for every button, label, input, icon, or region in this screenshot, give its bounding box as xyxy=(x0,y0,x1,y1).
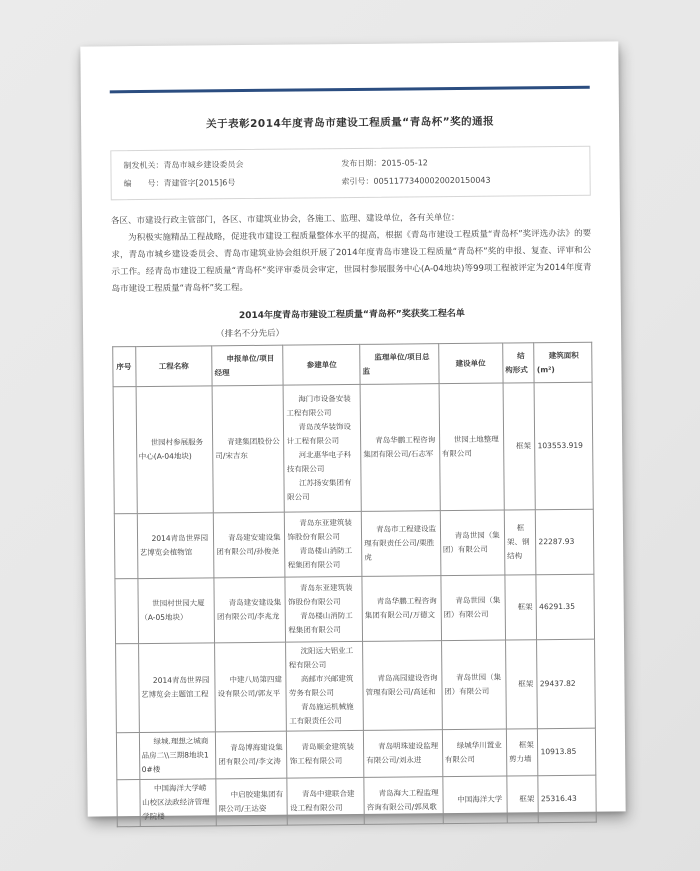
cell-builder: 青岛世园（集团）有限公司 xyxy=(440,510,505,576)
cell-name: 世园村世园大厦（A-05地块） xyxy=(137,578,214,644)
table-header-row xyxy=(113,342,592,387)
cell-area: 29437.82 xyxy=(537,639,595,729)
body-paragraph: 为积极实施精品工程战略，促进我市建设工程质量整体水平的提高，根据《青岛市建设工程质量“青岛杯”奖评选办法》的要求，青岛市城乡建设委员会、青岛市建筑业协会组织开展了2014年度青岛市建设工程质量“青岛杯”奖的申报、复查、评审和公示工作。经青岛市建设工程质量“青岛杯”奖评审委员会审定，世园村参展服务中心(A-04地块)等99项工程被评定为2014年度青岛市建设工程质量“青岛杯”奖工程。 xyxy=(111,228,592,295)
cell-structure: 框架 xyxy=(505,575,537,640)
cell-area: 25316.43 xyxy=(538,775,596,823)
cell-supervisor: 青岛华鹏工程咨询集团有限公司/石志军 xyxy=(360,384,440,512)
meta-index-label: 索引号： xyxy=(341,176,374,187)
cell-supervisor: 青岛市工程建设监理有限责任公司/栗胜虎 xyxy=(361,511,440,577)
meta-issuer-label: 制发机关： xyxy=(123,160,164,171)
meta-box xyxy=(110,146,590,201)
col-structure: 结构形式 xyxy=(503,343,535,383)
table-row xyxy=(114,509,594,579)
body-text xyxy=(111,209,592,299)
cell-serial xyxy=(113,387,137,514)
cell-structure: 框架 xyxy=(503,383,536,510)
col-serial: 序号 xyxy=(113,347,136,387)
cell-structure: 框架、钢结构 xyxy=(504,510,536,575)
meta-number xyxy=(124,176,342,189)
col-area: 建筑面积(m²) xyxy=(534,342,592,383)
cell-participants: 青岛东亚建筑装饰股份有限公司 青岛楼山消防工程集团有限公司 xyxy=(285,511,362,577)
cell-name: 世园村参展服务中心(A-04地块) xyxy=(136,386,214,514)
meta-date xyxy=(341,156,577,169)
col-participants: 参建单位 xyxy=(283,344,360,385)
awards-table xyxy=(112,342,597,828)
cell-serial xyxy=(115,579,138,644)
salutation: 各区、市建设行政主管部门，各区、市建筑业协会，各施工、监理、建设单位，各有关单位： xyxy=(110,212,460,227)
list-title: 2014年度青岛市建设工程质量“青岛杯”奖获奖工程名单 xyxy=(238,308,465,322)
cell-area: 46291.35 xyxy=(536,574,594,640)
cell-supervisor: 青岛明珠建设监理有限公司/刘永进 xyxy=(364,730,443,778)
table-row xyxy=(113,382,593,514)
cell-builder: 青岛世园（集团）有限公司 xyxy=(441,640,506,730)
cell-builder: 绿城华川置业有限公司 xyxy=(442,729,507,777)
meta-index xyxy=(341,174,577,187)
cell-structure: 框架 xyxy=(505,640,537,729)
cell-applicant: 青建集团股份公司/宋吉东 xyxy=(212,385,285,513)
cell-serial xyxy=(116,644,139,733)
meta-number-value: 青建管字[2015]6号 xyxy=(163,178,236,188)
col-supervisor: 监理单位/项目总监 xyxy=(360,344,439,385)
table-row xyxy=(116,728,595,780)
cell-supervisor: 青岛华鹏工程咨询集团有限公司/万德文 xyxy=(362,576,441,642)
meta-index-value: 00511773400020020150043 xyxy=(373,175,491,186)
table-row xyxy=(117,775,596,827)
cell-serial xyxy=(116,733,139,780)
cell-builder: 中国海洋大学 xyxy=(442,776,507,824)
cell-participants: 青岛顺金建筑装饰工程有限公司 xyxy=(287,730,364,778)
meta-date-value: 2015-05-12 xyxy=(381,158,428,168)
meta-issuer xyxy=(123,158,341,171)
document-page xyxy=(80,41,625,822)
col-applicant: 申报单位/项目经理 xyxy=(212,345,284,386)
meta-date-label: 发布日期： xyxy=(341,158,382,169)
cell-name: 中国海洋大学崂山校区法政经济管理学院楼 xyxy=(139,779,216,827)
cell-applicant: 青岛博海建设集团有限公司/李文涛 xyxy=(216,731,288,779)
table-row xyxy=(115,574,595,644)
cell-area: 103553.919 xyxy=(535,382,594,510)
cell-applicant: 青岛建安建设集团有限公司/孙俊尧 xyxy=(213,512,285,578)
cell-applicant: 中启胶建集团有限公司/王达姿 xyxy=(216,778,288,826)
list-note: （排名不分先后） xyxy=(216,328,285,340)
cell-participants: 青岛东亚建筑装饰股份有限公司 青岛楼山消防工程集团有限公司 xyxy=(285,576,362,642)
cell-applicant: 中建八局第四建设有限公司/郭友平 xyxy=(215,642,287,732)
cell-participants: 青岛中建联合建设工程有限公司 xyxy=(287,777,364,825)
cell-area: 10913.85 xyxy=(538,728,596,776)
table-row xyxy=(116,639,596,733)
col-name: 工程名称 xyxy=(135,346,212,387)
meta-number-label: 编 号： xyxy=(123,178,164,189)
cell-structure: 框架剪力墙 xyxy=(506,729,538,776)
cell-participants: 海门市设备安装工程有限公司 青岛茂华装饰设计工程有限公司 河北惠华电子科技有限公司 江苏扬安集团有限公司 xyxy=(284,384,362,512)
cell-supervisor: 青岛海大工程监理咨询有限公司/郭凤歌 xyxy=(364,777,443,825)
cell-serial xyxy=(117,780,140,827)
cell-applicant: 青岛建安建设集团有限公司/李兆龙 xyxy=(214,577,286,643)
meta-issuer-value: 青岛市城乡建设委员会 xyxy=(163,160,244,170)
cell-builder: 青岛世园（集团）有限公司 xyxy=(441,575,506,641)
cell-name: 绿城.理想之城商品房二\\三期8地块10#楼 xyxy=(139,732,216,780)
cell-builder: 世园土地整理有限公司 xyxy=(439,383,504,511)
cell-participants: 沈阳远大铝业工程有限公司 高邮市兴邮建筑劳务有限公司 青岛施运机械施工有限责任公司 xyxy=(286,641,363,731)
cell-serial xyxy=(114,514,137,579)
page-content xyxy=(80,41,625,827)
header-rule xyxy=(110,86,590,94)
cell-supervisor: 青岛高园建设咨询管理有限公司/高延和 xyxy=(363,641,442,731)
col-builder: 建设单位 xyxy=(438,343,503,384)
cell-name: 2014青岛世界园艺博览会主题馆工程 xyxy=(138,643,215,733)
cell-name: 2014青岛世界园艺博览会植物馆 xyxy=(137,513,214,579)
cell-area: 22287.93 xyxy=(536,509,594,575)
doc-title: 关于表彰2014年度青岛市建设工程质量“青岛杯”奖的通报 xyxy=(205,115,495,131)
cell-structure: 框架 xyxy=(507,776,539,823)
